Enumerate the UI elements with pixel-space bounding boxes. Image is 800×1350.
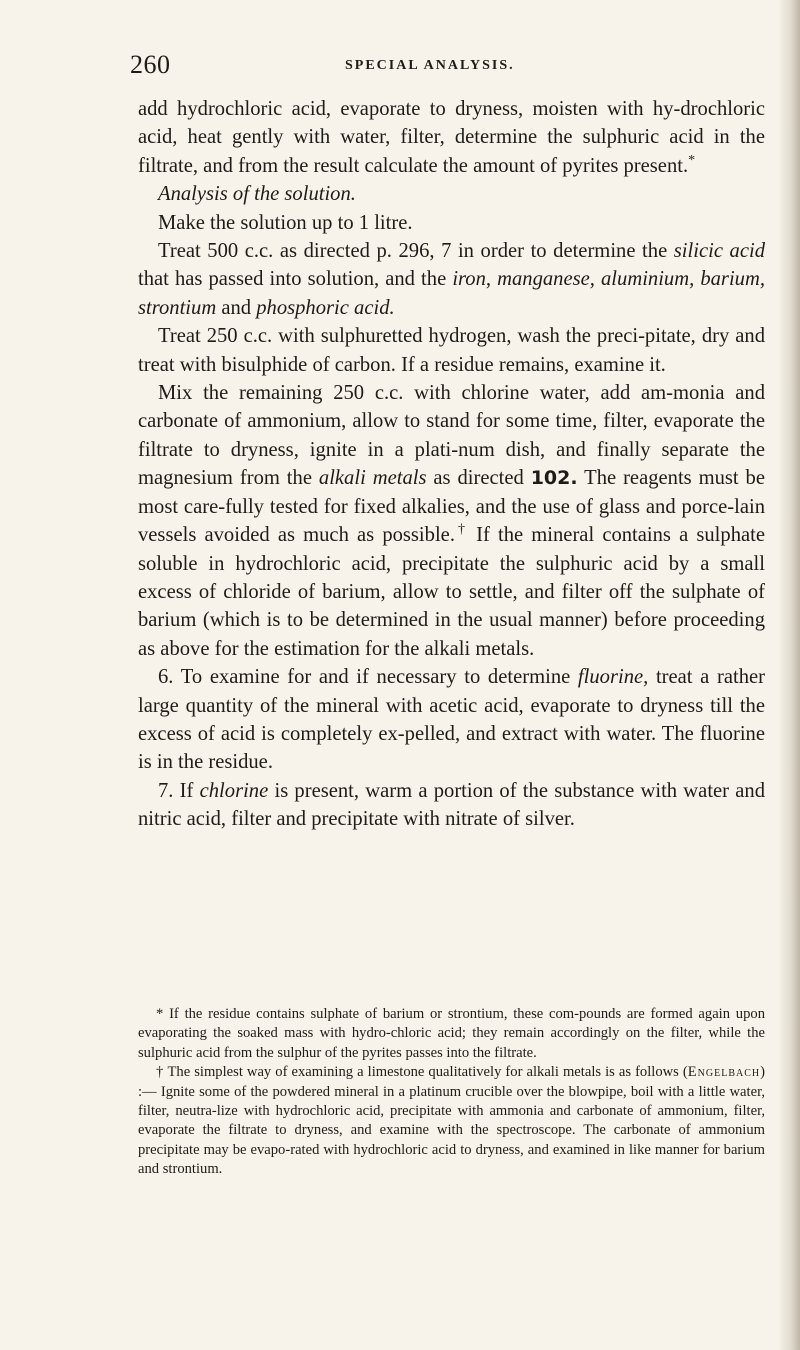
page-number: 260 bbox=[130, 50, 171, 79]
footnote-1: * If the residue contains sulphate of barium or strontium, these com-pounds are formed again upon evaporating the soaked mass with hydro-chloric acid; they remain accordingly on the filter, while the sulphuric acid from the sulphur of the pyrites passes into the filtrate. bbox=[138, 1006, 765, 1061]
paragraph-7: 7. If chlorine is present, warm a portion of the substance with water and nitric acid, filter and precipitate with nitrate of silver. bbox=[138, 779, 765, 831]
running-title: SPECIAL ANALYSIS. bbox=[345, 58, 515, 73]
paragraph-6: 6. To examine for and if necessary to determine fluorine, treat a rather large quantity of the mineral with acetic acid, evaporate to dryness till the excess of acid is completely ex-pelled, and extract with water. The fluorine is in the residue. bbox=[138, 666, 765, 774]
paragraph-2: Make the solution up to 1 litre. bbox=[158, 211, 413, 234]
paragraph-4: Treat 250 c.c. with sulphuretted hydrogen, wash the preci-pitate, dry and treat with bisulphide of carbon. If a residue remains, examine it. bbox=[138, 325, 765, 376]
footnotes bbox=[138, 1005, 765, 1180]
footnote-ref-star: * bbox=[688, 152, 696, 168]
footnote-ref-dagger: † bbox=[454, 522, 468, 538]
section-reference: 102. bbox=[530, 467, 578, 490]
paragraph-5: Mix the remaining 250 c.c. with chlorine water, add am-monia and carbonate of ammonium, allow to stand for some time, filter, evaporate the filtrate to dryness, ignite in a plati-num dish, and finally separate the magnesium from the alkali metals as directed 102. The reagents must be most care-fully tested for fixed alkalies, and the use of glass and porce-lain vessels avoided as much as possible.† If the mineral contains a sulphate soluble in hydrochloric acid, precipitate the sulphuric acid by a small excess of chloride of barium, allow to settle, and filter off the sulphate of barium (which is to be determined in the usual manner) before proceeding as above for the estimation for the alkali metals. bbox=[138, 382, 766, 660]
paragraph-3: Treat 500 c.c. as directed p. 296, 7 in order to determine the silicic acid that has passed into solution, and the iron, manganese, aluminium, barium, strontium and phosphoric acid. bbox=[138, 240, 765, 319]
main-text bbox=[138, 95, 765, 834]
paragraph-1: add hydrochloric acid, evaporate to dryness, moisten with hy-drochloric acid, heat gently with water, filter, determine the sulphuric acid in the filtrate, and from the result calculate the amount of pyrites present.* bbox=[138, 98, 765, 177]
section-heading: Analysis of the solution. bbox=[158, 183, 356, 206]
page-edge-shadow bbox=[778, 0, 800, 1350]
footnote-2: † The simplest way of examining a limestone qualitatively for alkali metals is as follows (Engelbach) :— Ignite some of the powdered mineral in a platinum crucible over the blowpipe, boil with a little water, filter, neutra-lize with hydrochloric acid, precipitate with ammonia and carbonate of ammonium, filter, evaporate the filtrate to dryness, and examine with the spectroscope. The carbonate of ammonium precipitate may be evapo-rated with hydrochloric acid to dryness, and examined in like manner for barium and strontium. bbox=[138, 1064, 765, 1178]
